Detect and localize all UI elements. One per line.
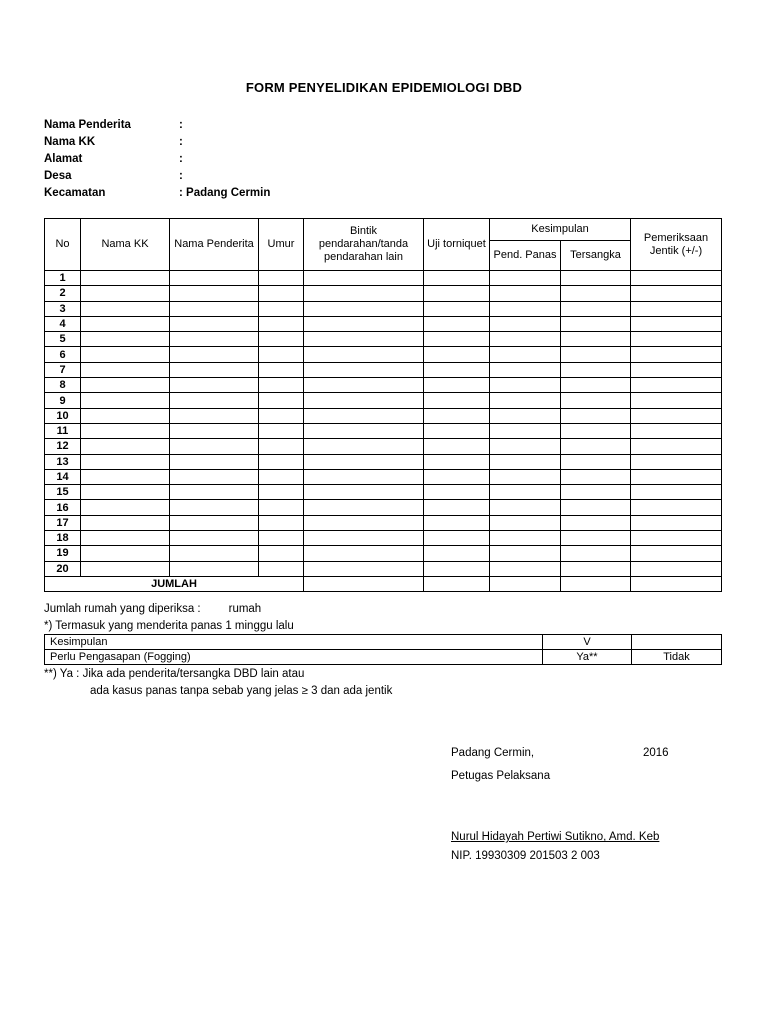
header-pend-panas: Pend. Panas [490,241,561,271]
total-cell [561,576,631,591]
table-cell [490,515,561,530]
header-pemeriksaan-jentik: Pemeriksaan Jentik (+/-) [631,219,722,271]
table-cell [259,469,304,484]
row-number: 11 [45,423,81,438]
table-cell [170,469,259,484]
table-cell [259,286,304,301]
table-cell [561,439,631,454]
table-cell [304,393,424,408]
row-number: 17 [45,515,81,530]
table-cell [170,378,259,393]
table-cell [304,423,424,438]
table-cell [424,485,490,500]
table-cell [490,332,561,347]
footnote [44,666,392,700]
info-value: : [179,119,183,131]
table-cell [631,515,722,530]
fogging-label: Perlu Pengasapan (Fogging) [45,650,543,665]
table-cell [561,271,631,286]
table-cell [170,408,259,423]
row-number: 15 [45,485,81,500]
table-cell [259,332,304,347]
table-cell [170,485,259,500]
table-cell [304,485,424,500]
header-umur: Umur [259,219,304,271]
officer-name: Nurul Hidayah Pertiwi Sutikno, Amd. Keb [451,831,660,843]
table-cell [170,362,259,377]
row-number: 13 [45,454,81,469]
table-cell [81,469,170,484]
row-number: 16 [45,500,81,515]
total-cell [304,576,424,591]
table-cell [561,469,631,484]
table-cell [631,561,722,576]
table-cell [304,271,424,286]
kesimpulan-mark: V [543,635,632,650]
table-cell [259,362,304,377]
table-cell [490,316,561,331]
table-cell [561,485,631,500]
table-cell [170,454,259,469]
table-cell [424,546,490,561]
kesimpulan-table [44,634,722,665]
table-cell [631,393,722,408]
table-cell [170,439,259,454]
fogging-tidak: Tidak [632,650,722,665]
row-number: 12 [45,439,81,454]
row-number: 20 [45,561,81,576]
table-cell [561,362,631,377]
table-row [45,332,722,347]
table-cell [424,332,490,347]
form-title: FORM PENYELIDIKAN EPIDEMIOLOGI DBD [245,80,523,95]
table-row [45,408,722,423]
signature-year: 2016 [643,747,669,759]
table-cell [304,454,424,469]
table-cell [424,271,490,286]
table-cell [170,531,259,546]
table-cell [490,546,561,561]
table-cell [561,332,631,347]
table-cell [304,378,424,393]
table-cell [81,332,170,347]
table-cell [631,286,722,301]
table-cell [561,347,631,362]
table-cell [170,546,259,561]
table-row [45,515,722,530]
survey-table [44,218,722,592]
table-cell [81,362,170,377]
table-cell [631,378,722,393]
row-number: 14 [45,469,81,484]
table-cell [424,515,490,530]
table-cell [424,469,490,484]
table-cell [561,378,631,393]
table-row [45,347,722,362]
table-row [45,316,722,331]
row-number: 9 [45,393,81,408]
table-cell [259,347,304,362]
table-cell [561,561,631,576]
table-cell [170,500,259,515]
table-cell [81,286,170,301]
info-value: : [179,153,183,165]
table-cell [170,301,259,316]
table-cell [424,561,490,576]
signature-role: Petugas Pelaksana [451,770,551,782]
rumah-label: Jumlah rumah yang diperiksa : [44,603,201,615]
table-cell [81,546,170,561]
table-cell [490,423,561,438]
table-cell [490,500,561,515]
info-value: : Padang Cermin [179,187,271,199]
table-row [45,286,722,301]
table-cell [490,393,561,408]
table-cell [259,546,304,561]
table-row [45,469,722,484]
table-cell [424,500,490,515]
table-cell [631,531,722,546]
table-cell [631,362,722,377]
info-row-kecamatan [44,185,270,202]
table-cell [170,423,259,438]
table-cell [170,347,259,362]
row-number: 5 [45,332,81,347]
summary [44,601,294,635]
table-cell [81,347,170,362]
table-cell [304,332,424,347]
table-cell [561,286,631,301]
info-value: : [179,170,183,182]
info-row-desa [44,168,270,185]
table-cell [304,286,424,301]
row-number: 1 [45,271,81,286]
table-cell [561,393,631,408]
table-cell [561,454,631,469]
table-cell [259,378,304,393]
header-tersangka: Tersangka [561,241,631,271]
table-cell [490,301,561,316]
table-cell [490,408,561,423]
table-cell [490,286,561,301]
signature-place-line [451,745,731,762]
table-cell [259,408,304,423]
table-cell [304,362,424,377]
table-cell [490,531,561,546]
table-cell [424,316,490,331]
table-cell [490,347,561,362]
info-value: : [179,136,183,148]
table-cell [81,423,170,438]
table-cell [81,378,170,393]
table-cell [631,439,722,454]
table-cell [259,561,304,576]
header-kesimpulan: Kesimpulan [490,219,631,241]
table-cell [170,561,259,576]
table-cell [631,546,722,561]
row-number: 4 [45,316,81,331]
officer-block [451,829,659,865]
signature-place: Padang Cermin, [451,747,535,759]
patient-info [44,117,270,202]
table-cell [631,316,722,331]
table-cell [631,301,722,316]
table-cell [259,485,304,500]
table-row [45,546,722,561]
table-cell [304,515,424,530]
table-row [45,531,722,546]
table-cell [81,316,170,331]
table-cell [259,439,304,454]
table-cell [631,500,722,515]
table-cell [170,271,259,286]
table-cell [561,546,631,561]
row-number: 19 [45,546,81,561]
table-cell [631,332,722,347]
table-cell [170,316,259,331]
table-cell [81,301,170,316]
table-cell [424,454,490,469]
table-cell [561,500,631,515]
table-cell [259,393,304,408]
table-row [45,393,722,408]
row-number: 7 [45,362,81,377]
table-cell [259,454,304,469]
table-row [45,378,722,393]
table-cell [259,271,304,286]
footnote-line-1: **) Ya : Jika ada penderita/tersangka DBD lain atau [44,668,305,680]
table-cell [170,515,259,530]
info-label: Nama Penderita [44,119,131,131]
table-row [45,301,722,316]
table-cell [561,301,631,316]
table-cell [490,362,561,377]
table-cell [81,561,170,576]
table-cell [81,485,170,500]
table-cell [561,423,631,438]
rumah-line [44,601,294,618]
total-cell [424,576,490,591]
rumah-unit: rumah [228,603,262,615]
table-cell [259,515,304,530]
table-cell [631,454,722,469]
table-cell [631,469,722,484]
info-label: Kecamatan [44,187,106,199]
table-cell [424,423,490,438]
row-number: 6 [45,347,81,362]
row-number: 2 [45,286,81,301]
table-cell [424,439,490,454]
table-cell [561,408,631,423]
table-cell [631,408,722,423]
total-cell [490,576,561,591]
table-cell [631,271,722,286]
table-cell [259,301,304,316]
header-uji-torniquet: Uji torniquet [424,219,490,271]
signature-block [451,745,731,785]
info-row-nama-kk [44,134,270,151]
table-cell [81,515,170,530]
info-row-nama-penderita [44,117,270,134]
table-cell [424,301,490,316]
table-cell [424,408,490,423]
table-cell [304,500,424,515]
table-cell [81,271,170,286]
fogging-ya: Ya** [543,650,632,665]
officer-nip: NIP. 19930309 201503 2 003 [451,850,600,862]
total-cell [631,576,722,591]
info-row-alamat [44,151,270,168]
table-cell [304,561,424,576]
table-cell [304,546,424,561]
header-nama-penderita: Nama Penderita [170,219,259,271]
table-cell [424,347,490,362]
info-label: Nama KK [44,136,96,148]
header-nama-kk: Nama KK [81,219,170,271]
table-cell [490,439,561,454]
table-cell [81,408,170,423]
table-cell [631,347,722,362]
table-cell [259,423,304,438]
table-cell [81,531,170,546]
info-label: Desa [44,170,72,182]
row-number: 18 [45,531,81,546]
table-cell [424,393,490,408]
row-number: 10 [45,408,81,423]
row-number: 8 [45,378,81,393]
table-row [45,500,722,515]
table-row [45,362,722,377]
table-row [45,271,722,286]
table-cell [81,439,170,454]
table-cell [259,316,304,331]
table-cell [259,531,304,546]
table-cell [304,316,424,331]
table-cell [631,485,722,500]
table-row [45,423,722,438]
table-cell [304,439,424,454]
row-number: 3 [45,301,81,316]
table-cell [490,271,561,286]
table-cell [304,347,424,362]
table-row [45,561,722,576]
table-cell [424,362,490,377]
note-panas: *) Termasuk yang menderita panas 1 minggu lalu [44,620,294,632]
total-label: JUMLAH [45,576,304,591]
table-cell [490,485,561,500]
table-cell [81,500,170,515]
table-cell [304,408,424,423]
table-cell [490,454,561,469]
table-cell [170,393,259,408]
table-cell [561,316,631,331]
table-cell [304,469,424,484]
table-row [45,454,722,469]
footnote-line-2: ada kasus panas tanpa sebab yang jelas ≥ 3 dan ada jentik [90,685,393,697]
kesimpulan-label: Kesimpulan [45,635,543,650]
table-cell [304,301,424,316]
header-no: No [45,219,81,271]
table-row [45,485,722,500]
table-row [45,439,722,454]
table-cell [490,378,561,393]
table-cell [424,286,490,301]
kesimpulan-empty-cell [632,635,722,650]
info-label: Alamat [44,153,83,165]
total-row [45,576,722,591]
table-cell [259,500,304,515]
table-cell [424,531,490,546]
table-cell [561,531,631,546]
table-cell [304,531,424,546]
table-cell [424,378,490,393]
table-cell [170,332,259,347]
table-cell [631,423,722,438]
table-cell [81,454,170,469]
table-cell [561,515,631,530]
table-cell [170,286,259,301]
table-cell [490,469,561,484]
header-bintik: Bintik pendarahan/tanda pendarahan lain [304,219,424,271]
table-cell [490,561,561,576]
table-cell [81,393,170,408]
